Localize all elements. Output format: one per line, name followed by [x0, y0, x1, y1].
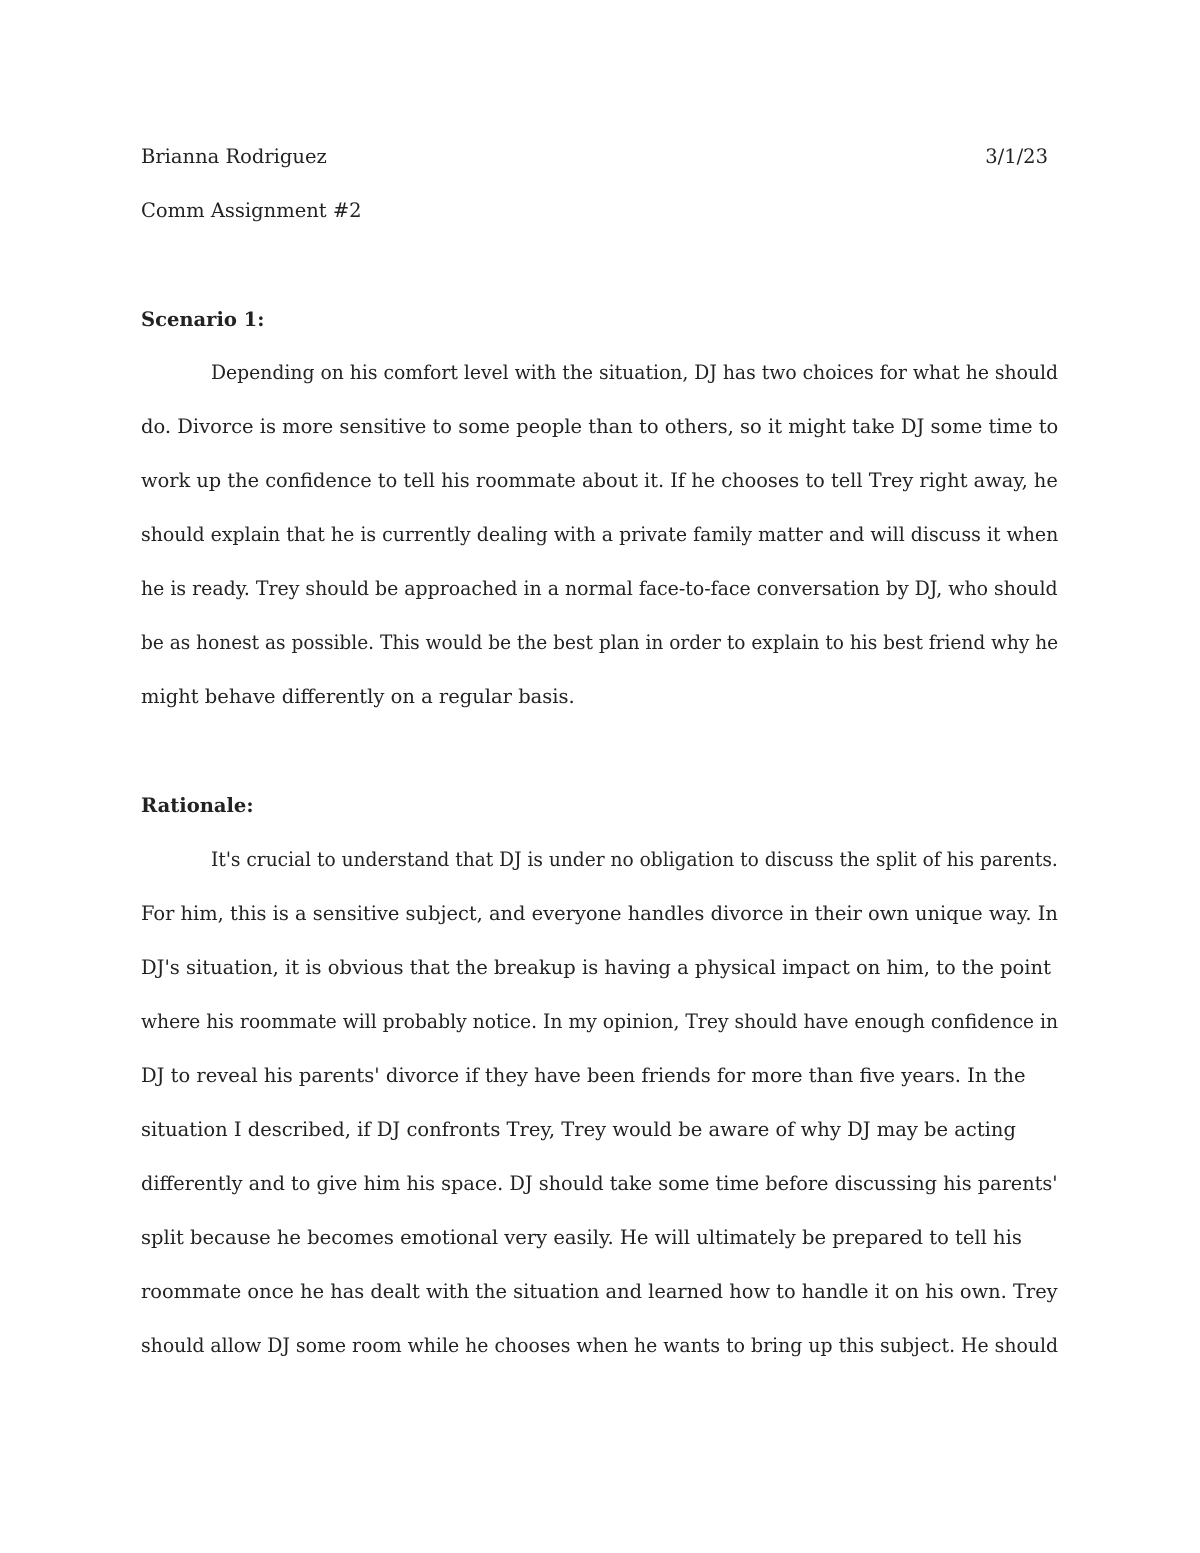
scenario-heading: Scenario 1:: [141, 308, 265, 331]
paragraph-line: work up the confidence to tell his roommate about it. If he chooses to tell Trey right away, he: [141, 469, 1058, 492]
paragraph-line: might behave differently on a regular basis.: [141, 685, 575, 708]
paragraph-line: situation I described, if DJ confronts Trey, Trey would be aware of why DJ may be acting: [141, 1118, 1016, 1141]
paragraph-line: should allow DJ some room while he chooses when he wants to bring up this subject. He should: [141, 1334, 1059, 1357]
paragraph-line: be as honest as possible. This would be the best plan in order to explain to his best friend why he: [141, 631, 1059, 654]
paragraph-line: do. Divorce is more sensitive to some people than to others, so it might take DJ some time to: [141, 415, 1059, 438]
document-date: 3/1/23: [985, 145, 1048, 168]
author-name: Brianna Rodriguez: [141, 145, 327, 168]
paragraph-line: For him, this is a sensitive subject, and everyone handles divorce in their own unique way. In: [141, 902, 1058, 925]
paragraph-line: where his roommate will probably notice. In my opinion, Trey should have enough confidence in: [141, 1010, 1059, 1033]
paragraph-line: split because he becomes emotional very easily. He will ultimately be prepared to tell his: [141, 1226, 1022, 1249]
paragraph-line: DJ's situation, it is obvious that the breakup is having a physical impact on him, to the point: [141, 956, 1051, 979]
paragraph-line: he is ready. Trey should be approached in a normal face-to-face conversation by DJ, who should: [141, 577, 1058, 600]
paragraph-line: DJ to reveal his parents' divorce if they have been friends for more than five years. In the: [141, 1064, 1026, 1087]
paragraph-line: differently and to give him his space. DJ should take some time before discussing his parents': [141, 1172, 1058, 1195]
paragraph-line: should explain that he is currently dealing with a private family matter and will discuss it when: [141, 523, 1059, 546]
paragraph-line: It's crucial to understand that DJ is under no obligation to discuss the split of his parents.: [211, 848, 1058, 871]
rationale-heading: Rationale:: [141, 794, 254, 817]
paragraph-line: roommate once he has dealt with the situation and learned how to handle it on his own. Trey: [141, 1280, 1058, 1303]
assignment-title: Comm Assignment #2: [141, 199, 362, 222]
paragraph-line: Depending on his comfort level with the situation, DJ has two choices for what he should: [211, 361, 1059, 384]
